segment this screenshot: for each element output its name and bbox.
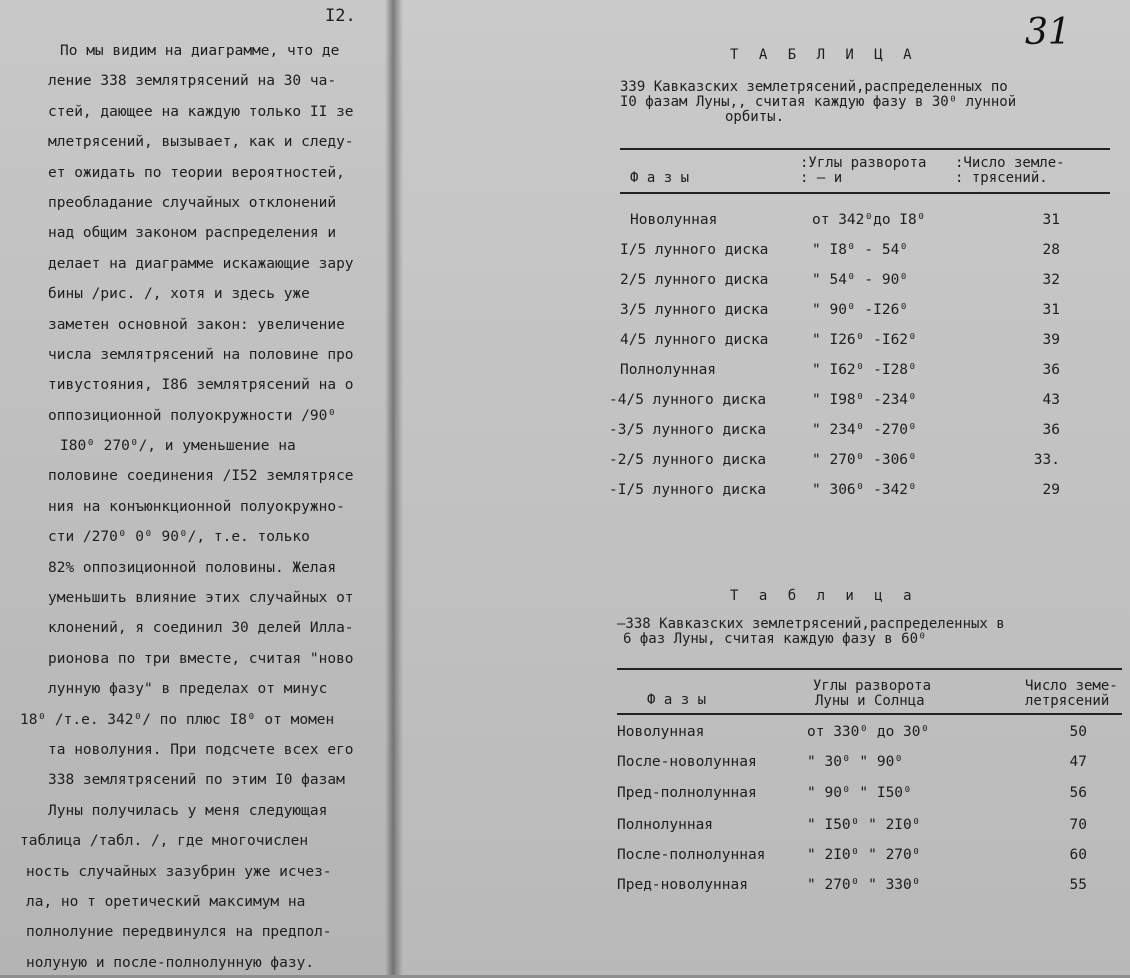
- count-cell: 55: [1069, 877, 1087, 893]
- table2-header-count: летрясений: [1025, 693, 1110, 709]
- count-cell: 60: [1069, 847, 1087, 863]
- angle-cell: " 234⁰ -270⁰: [812, 422, 917, 438]
- table1-header-count: : трясений.: [955, 170, 1048, 186]
- text-line: рионова по три вместе, считая "ново: [48, 650, 354, 667]
- table1-title: Т А Б Л И Ц А: [730, 47, 918, 63]
- text-line: ния на конъюнкционной полуокружно-: [48, 498, 345, 515]
- phase-cell: 4/5 лунного диска: [620, 332, 769, 348]
- text-line: половине соединения /I52 землятрясе: [48, 468, 354, 485]
- table2-caption-line: 6 фаз Луны, считая каждую фазу в 60⁰: [623, 631, 927, 647]
- phase-cell: 2/5 лунного диска: [620, 272, 769, 288]
- body-text: [20, 36, 385, 978]
- table1-header-angle: :Углы разворота: [800, 155, 927, 171]
- phase-cell: -3/5 лунного диска: [609, 422, 767, 438]
- page-gutter-shadow: [385, 0, 403, 975]
- angle-cell: от 342⁰до I8⁰: [812, 212, 926, 228]
- table-row: [395, 475, 1130, 505]
- table1-caption-line: 339 Кавказских землетрясений,распределенных по: [620, 79, 1008, 95]
- text-line: полнолуние передвинулся на предпол-: [26, 924, 332, 941]
- phase-cell: Пред-полнолунная: [617, 785, 757, 801]
- text-line: ет ожидать по теории вероятностей,: [48, 164, 345, 181]
- table2-header-phase: Ф а з ы: [647, 692, 707, 708]
- phase-cell: -I/5 лунного диска: [609, 482, 767, 498]
- count-cell: 31: [1042, 302, 1060, 318]
- text-line: клонений, я соединил 30 делей Илла-: [48, 620, 354, 637]
- text-line: над общим законом распределения и: [48, 225, 337, 242]
- count-cell: 31: [1042, 212, 1060, 228]
- text-line: ление 338 землятрясений на 30 ча-: [48, 73, 337, 90]
- count-cell: 50: [1069, 724, 1087, 740]
- count-cell: 43: [1042, 392, 1060, 408]
- table-row: [395, 355, 1130, 385]
- table2-header-count: Число земе-: [1025, 678, 1118, 694]
- table-row: [395, 445, 1130, 475]
- text-line: числа землятрясений на половине про: [48, 346, 354, 363]
- text-line: делает на диаграмме искажающие зару: [48, 255, 354, 272]
- count-cell: 36: [1042, 422, 1060, 438]
- phase-cell: Пред-новолунная: [617, 877, 748, 893]
- text-line: преобладание случайных отклонений: [48, 194, 337, 211]
- count-cell: 33.: [1033, 452, 1060, 468]
- text-line: лунную фазу" в пределах от минус: [48, 681, 328, 698]
- count-cell: 47: [1069, 754, 1087, 770]
- text-line: млетрясений, вызывает, как и следу-: [48, 134, 354, 151]
- table1-header-count: :Число земле-: [955, 155, 1065, 171]
- table2-header-angle: Луны и Солнца: [815, 693, 925, 709]
- count-cell: 56: [1069, 785, 1087, 801]
- angle-cell: " I98⁰ -234⁰: [812, 392, 917, 408]
- text-line: 338 землятрясений по этим I0 фазам: [48, 772, 345, 789]
- text-line: 18⁰ /т.е. 342⁰/ по плюс I8⁰ от момен: [20, 711, 335, 728]
- angle-cell: " 306⁰ -342⁰: [812, 482, 917, 498]
- text-line: таблица /табл. /, где многочислен: [20, 833, 309, 850]
- table-row: [395, 205, 1130, 235]
- text-line: По мы видим на диаграмме, что де: [60, 43, 340, 59]
- count-cell: 32: [1042, 272, 1060, 288]
- count-cell: 39: [1042, 332, 1060, 348]
- text-line: тивустояния, I86 землятрясений на о: [48, 377, 354, 394]
- count-cell: 29: [1042, 482, 1060, 498]
- table-row: [395, 747, 1130, 777]
- table2-header-rule: [617, 713, 1122, 715]
- table1-caption-line: орбиты.: [725, 109, 785, 125]
- table-row: [395, 810, 1130, 840]
- table-row: [395, 870, 1130, 900]
- table-row: [395, 778, 1130, 808]
- text-line: та новолуния. При подсчете всех его: [48, 741, 354, 758]
- table1-header-angle: : — и: [800, 170, 843, 186]
- table-row: [395, 295, 1130, 325]
- phase-cell: Полнолунная: [617, 817, 714, 833]
- table2-header-angle: Углы разворота: [813, 678, 932, 694]
- phase-cell: -4/5 лунного диска: [609, 392, 767, 408]
- text-line: стей, дающее на каждую только II зе: [48, 103, 354, 120]
- angle-cell: от 330⁰ до 30⁰: [807, 724, 930, 740]
- phase-cell: I/5 лунного диска: [620, 242, 769, 258]
- text-line: 82% оппозиционной половины. Желая: [48, 559, 337, 576]
- table1-top-rule: [620, 148, 1110, 150]
- angle-cell: " I8⁰ - 54⁰: [812, 242, 909, 258]
- table1-header-phase: Ф а з ы: [630, 170, 690, 186]
- table-row: [395, 235, 1130, 265]
- table-row: [395, 325, 1130, 355]
- angle-cell: " 270⁰ " 330⁰: [807, 877, 921, 893]
- text-line: нолуную и после-полнолунную фазу.: [26, 954, 315, 971]
- table-row: [395, 265, 1130, 295]
- table-row: [395, 385, 1130, 415]
- text-line: Луны получилась у меня следующая: [48, 802, 328, 819]
- table-row: [395, 717, 1130, 747]
- table2-caption-line: —338 Кавказских землетрясений,распределенных в: [617, 616, 1005, 632]
- table-row: [395, 415, 1130, 445]
- angle-cell: " 54⁰ - 90⁰: [812, 272, 909, 288]
- angle-cell: " 90⁰ -I26⁰: [812, 302, 909, 318]
- count-cell: 36: [1042, 362, 1060, 378]
- phase-cell: После-новолунная: [617, 754, 757, 770]
- table-row: [395, 840, 1130, 870]
- phase-cell: Новолунная: [617, 724, 705, 740]
- phase-cell: Новолунная: [630, 212, 718, 228]
- phase-cell: После-полнолунная: [617, 847, 766, 863]
- angle-cell: " I50⁰ " 2I0⁰: [807, 817, 921, 833]
- count-cell: 70: [1069, 817, 1087, 833]
- text-line: оппозиционной полуокружности /90⁰: [48, 407, 337, 424]
- count-cell: 28: [1042, 242, 1060, 258]
- phase-cell: -2/5 лунного диска: [609, 452, 767, 468]
- table2-top-rule: [617, 668, 1122, 670]
- left-page: [0, 0, 395, 975]
- text-line: ла, но т оретический максимум на: [26, 893, 306, 910]
- table1-caption-line: I0 фазам Луны,, считая каждую фазу в 30⁰ лунной: [620, 94, 1017, 110]
- archive-folio-number: 31: [1025, 12, 1071, 53]
- phase-cell: 3/5 лунного диска: [620, 302, 769, 318]
- text-line: сти /270⁰ 0⁰ 90⁰/, т.е. только: [48, 529, 310, 546]
- angle-cell: " I62⁰ -I28⁰: [812, 362, 917, 378]
- page-number: I2.: [325, 6, 356, 26]
- table1-header-rule: [620, 192, 1110, 194]
- right-page: [395, 0, 1130, 975]
- angle-cell: " 90⁰ " I50⁰: [807, 785, 912, 801]
- text-line: ность случайных зазубрин уже исчез-: [26, 863, 332, 880]
- text-line: I80⁰ 270⁰/, и уменьшение на: [60, 438, 296, 455]
- text-line: уменьшить влияние этих случайных от: [48, 590, 354, 607]
- angle-cell: " I26⁰ -I62⁰: [812, 332, 917, 348]
- angle-cell: " 2I0⁰ " 270⁰: [807, 847, 921, 863]
- text-line: бины /рис. /, хотя и здесь уже: [48, 286, 310, 303]
- angle-cell: " 30⁰ " 90⁰: [807, 754, 904, 770]
- text-line: заметен основной закон: увеличение: [48, 316, 345, 333]
- table2-title: Т а б л и ц а: [730, 588, 918, 604]
- angle-cell: " 270⁰ -306⁰: [812, 452, 917, 468]
- phase-cell: Полнолунная: [620, 362, 717, 378]
